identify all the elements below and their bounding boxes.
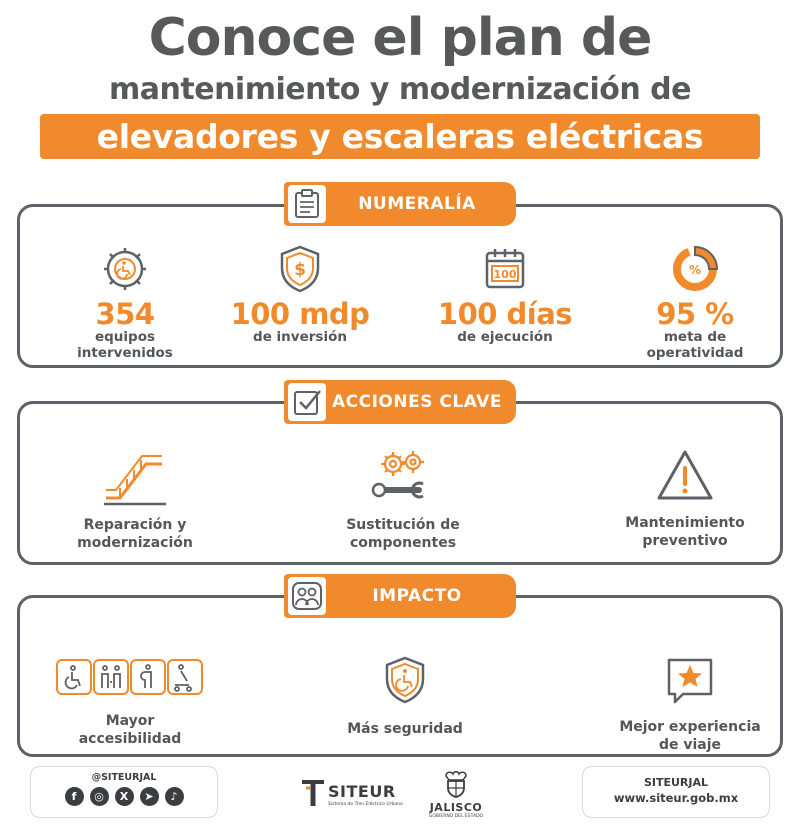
x-icon[interactable]: X [115, 787, 134, 806]
people-icon [286, 575, 328, 617]
action-label: Reparación y [83, 517, 187, 533]
section-title: NUMERALÍA [358, 194, 476, 214]
impacto-panel [17, 595, 783, 757]
siteur-logo [300, 778, 410, 814]
stat-label: de ejecución [457, 329, 553, 345]
stat-value: 100 días [437, 297, 573, 331]
action-label: Sustitución de [346, 517, 460, 533]
impact-label: Mayor [105, 713, 155, 729]
impact-label: Mejor experiencia [619, 719, 761, 735]
impact-accesibilidad [42, 658, 218, 748]
section-title: ACCIONES CLAVE [332, 392, 502, 412]
stat-label: equipos [94, 329, 156, 345]
calendar-badge: 100 [493, 268, 517, 281]
siteur-t-icon [300, 778, 326, 808]
stat-label: meta de [663, 329, 727, 345]
social-icons [31, 787, 217, 806]
siteur-wordmark: SITEUR [328, 782, 396, 801]
donut-percent-icon [669, 243, 721, 295]
accessibility-group-icon [55, 658, 205, 698]
section-tab-impacto [284, 574, 516, 618]
stat-value: 95 % [656, 297, 734, 331]
gears-wrench-icon [371, 448, 435, 506]
section-title: IMPACTO [372, 586, 462, 606]
numeralia-panel [17, 204, 783, 368]
jalisco-wordmark: JALISCO [429, 801, 483, 814]
svg-text:$: $ [294, 260, 306, 280]
social-handle: @SITEURJAL [91, 772, 157, 783]
calendar-icon [479, 243, 531, 295]
acciones-panel [17, 401, 783, 565]
stat-label: operatividad [646, 345, 744, 361]
escalator-icon [100, 448, 170, 506]
title-line-1: Conoce el plan de [148, 8, 652, 68]
siteur-subtitle: Sistema de Tren Eléctrico Urbano [328, 802, 403, 807]
star-message-icon [663, 654, 717, 708]
stat-label: de inversión [253, 329, 347, 345]
impact-seguridad [330, 654, 480, 738]
stat-inversion [220, 243, 380, 345]
website-box [582, 766, 770, 818]
shield-dollar-icon [274, 243, 326, 295]
checkbox-icon [286, 381, 328, 423]
facebook-icon[interactable]: f [65, 787, 84, 806]
impact-label: accesibilidad [78, 731, 182, 747]
telegram-icon[interactable]: ➤ [140, 787, 159, 806]
action-label: componentes [349, 535, 457, 551]
site-url[interactable]: www.siteur.gob.mx [613, 791, 739, 805]
stat-equipos [50, 243, 200, 361]
action-label: Mantenimiento [625, 515, 745, 531]
jalisco-logo [420, 770, 492, 820]
tiktok-icon[interactable]: ♪ [165, 787, 184, 806]
action-label: modernización [77, 535, 193, 551]
impact-label: de viaje [658, 737, 722, 753]
clipboard-icon [286, 183, 328, 225]
gear-accessibility-icon [99, 243, 151, 295]
title-line-3-banner: elevadores y escaleras eléctricas [40, 114, 760, 159]
section-tab-acciones [284, 380, 516, 424]
stat-ejecucion [425, 243, 585, 345]
jalisco-crest-icon [441, 770, 471, 798]
impact-experiencia [610, 654, 770, 754]
stat-value: 100 mdp [230, 297, 370, 331]
shield-accessibility-icon [379, 654, 431, 706]
action-sustitucion [320, 448, 486, 552]
social-box [30, 766, 218, 818]
impact-label: Más seguridad [347, 721, 463, 737]
site-name: SITEURJAL [643, 776, 709, 789]
action-mantenimiento [610, 448, 760, 550]
instagram-icon[interactable]: ◎ [90, 787, 109, 806]
svg-text:%: % [688, 263, 702, 277]
jalisco-subtitle: GOBIERNO DEL ESTADO [428, 814, 484, 819]
stat-value: 354 [95, 297, 155, 331]
action-label: preventivo [642, 533, 728, 549]
stat-label: intervenidos [77, 345, 173, 361]
action-reparacion [50, 448, 220, 552]
title-line-2: mantenimiento y modernización de [109, 72, 691, 107]
stat-operatividad [620, 243, 770, 361]
warning-triangle-icon [655, 448, 715, 504]
section-tab-numeralia [284, 182, 516, 226]
